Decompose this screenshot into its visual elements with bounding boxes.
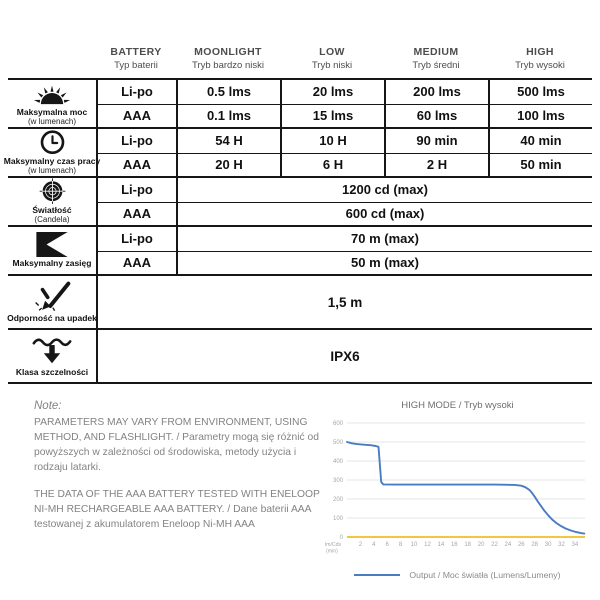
svg-text:22: 22 — [491, 542, 498, 548]
header-low-pl: Tryb niski — [311, 60, 353, 72]
row-candela-label-cell — [8, 178, 96, 225]
row-max-output-label-cell — [8, 80, 96, 127]
legend-line-swatch — [354, 574, 400, 576]
battery-cell: AAA — [96, 251, 176, 275]
value-cell: 600 cd (max) — [176, 202, 592, 226]
battery-cell: Li-po — [96, 227, 176, 251]
value-cell: 500 lms — [488, 80, 592, 104]
value-cell: 6 H — [280, 153, 384, 177]
svg-text:400: 400 — [332, 459, 343, 465]
svg-text:18: 18 — [464, 542, 471, 548]
header-medium-en: MEDIUM — [413, 46, 459, 58]
row-label: Maksymalny zasięg — [12, 258, 92, 269]
table-header — [8, 46, 592, 72]
svg-text:10: 10 — [410, 542, 418, 548]
header-low-en: LOW — [319, 46, 345, 58]
svg-text:500: 500 — [332, 440, 343, 446]
header-moonlight-pl: Tryb bardzo niski — [192, 60, 264, 72]
battery-cell: Li-po — [96, 129, 176, 153]
row-drop-resistance-label-cell — [8, 276, 96, 328]
row-max-runtime — [3, 127, 592, 176]
value-cell: IPX6 — [96, 330, 592, 382]
row-max-range-label-cell — [8, 227, 96, 274]
header-battery-en: BATTERY — [110, 46, 162, 58]
battery-cell: AAA — [96, 153, 176, 177]
runtime-chart-block — [323, 400, 592, 580]
svg-text:14: 14 — [437, 542, 445, 548]
svg-text:34: 34 — [571, 542, 579, 548]
runtime-chart — [323, 413, 591, 557]
value-cell: 2 H — [384, 153, 488, 177]
svg-text:lm/Cds: lm/Cds — [324, 542, 342, 548]
row-sublabel: (w lumenach) — [27, 166, 76, 176]
value-cell: 200 lms — [384, 80, 488, 104]
battery-cell: AAA — [96, 202, 176, 226]
header-moonlight-en: MOONLIGHT — [194, 46, 262, 58]
value-cell: 100 lms — [488, 104, 592, 128]
header-battery — [96, 46, 176, 72]
battery-cell: Li-po — [96, 178, 176, 202]
value-cell: 0.5 lms — [176, 80, 280, 104]
value-cell: 1200 cd (max) — [176, 178, 592, 202]
svg-text:24: 24 — [504, 542, 512, 548]
beam-icon — [36, 232, 68, 257]
drop-impact-icon — [33, 281, 71, 312]
battery-cell: Li-po — [96, 80, 176, 104]
svg-text:20: 20 — [477, 542, 485, 548]
header-medium-pl: Tryb średni — [412, 60, 460, 72]
row-max-range — [8, 225, 592, 274]
value-cell: 50 m (max) — [176, 251, 592, 275]
value-cell: 20 lms — [280, 80, 384, 104]
value-cell: 10 H — [280, 129, 384, 153]
header-moonlight — [176, 46, 280, 72]
value-cell: 20 H — [176, 153, 280, 177]
svg-text:300: 300 — [332, 478, 343, 484]
header-high — [488, 46, 592, 72]
row-max-runtime-label-cell — [3, 129, 101, 176]
svg-text:8: 8 — [398, 542, 403, 548]
svg-text:200: 200 — [332, 497, 343, 503]
row-max-output — [8, 78, 592, 127]
value-cell: 40 min — [488, 129, 592, 153]
value-cell: 1,5 m — [96, 276, 592, 328]
chart-title: HIGH MODE / Tryb wysoki — [401, 400, 514, 411]
value-cell: 70 m (max) — [176, 227, 592, 251]
sun-icon — [32, 80, 72, 106]
row-drop-resistance — [8, 274, 592, 328]
svg-text:2: 2 — [358, 542, 362, 548]
bottom-section — [8, 400, 592, 580]
header-battery-pl: Typ baterii — [114, 60, 158, 72]
row-sublabel: (Candela) — [34, 215, 70, 225]
svg-text:4: 4 — [372, 542, 376, 548]
svg-text:(min): (min) — [325, 548, 338, 555]
spec-table — [3, 78, 592, 384]
legend-label: Output / Moc światła (Lumens/Lumeny) — [409, 570, 561, 580]
header-high-pl: Tryb wysoki — [515, 60, 565, 72]
note-title: Note: — [34, 400, 62, 412]
svg-text:26: 26 — [517, 542, 525, 548]
header-high-en: HIGH — [526, 46, 554, 58]
svg-text:6: 6 — [385, 542, 389, 548]
value-cell: 15 lms — [280, 104, 384, 128]
note-paragraph-battery: THE DATA OF THE AAA BATTERY TESTED WITH ENELOOP NI-MH RECHARGEABLE AAA BATTERY. / Dane baterii AAA testowanej z akumulatorem Eneloop Ni-MH AAA — [34, 488, 320, 530]
row-label: Światłość — [32, 205, 72, 216]
row-candela — [8, 176, 592, 225]
note-block — [34, 400, 323, 580]
water-resistance-icon — [32, 335, 72, 366]
row-water-resistance-label-cell — [8, 330, 96, 382]
svg-text:30: 30 — [544, 542, 552, 548]
svg-text:28: 28 — [531, 542, 538, 548]
header-medium — [384, 46, 488, 72]
svg-text:600: 600 — [332, 421, 343, 427]
svg-text:0: 0 — [339, 535, 343, 541]
value-cell: 54 H — [176, 129, 280, 153]
clock-icon — [39, 129, 66, 155]
row-label: Odporność na upadek — [7, 312, 97, 323]
row-water-resistance — [8, 328, 592, 382]
svg-text:100: 100 — [332, 516, 343, 522]
svg-text:16: 16 — [450, 542, 458, 548]
battery-cell: AAA — [96, 104, 176, 128]
header-low — [280, 46, 384, 72]
row-label: Klasa szczelności — [15, 366, 89, 377]
svg-text:12: 12 — [424, 542, 431, 548]
value-cell: 60 lms — [384, 104, 488, 128]
value-cell: 50 min — [488, 153, 592, 177]
value-cell: 0.1 lms — [176, 104, 280, 128]
value-cell: 90 min — [384, 129, 488, 153]
candela-icon — [39, 178, 66, 204]
note-paragraph-environment: PARAMETERS MAY VARY FROM ENVIRONMENT, USING METHOD, AND FLASHLIGHT. / Parametry mogą się różnić od powyższych w zależności od środowiska, metody użycia i rodzaju latarki. — [34, 417, 319, 473]
row-label: Maksymalny czas pracy — [3, 156, 101, 167]
chart-legend — [323, 570, 592, 580]
row-sublabel: (w lumenach) — [27, 116, 76, 126]
svg-text:32: 32 — [558, 542, 565, 548]
row-label: Maksymalna moc — [16, 107, 88, 118]
